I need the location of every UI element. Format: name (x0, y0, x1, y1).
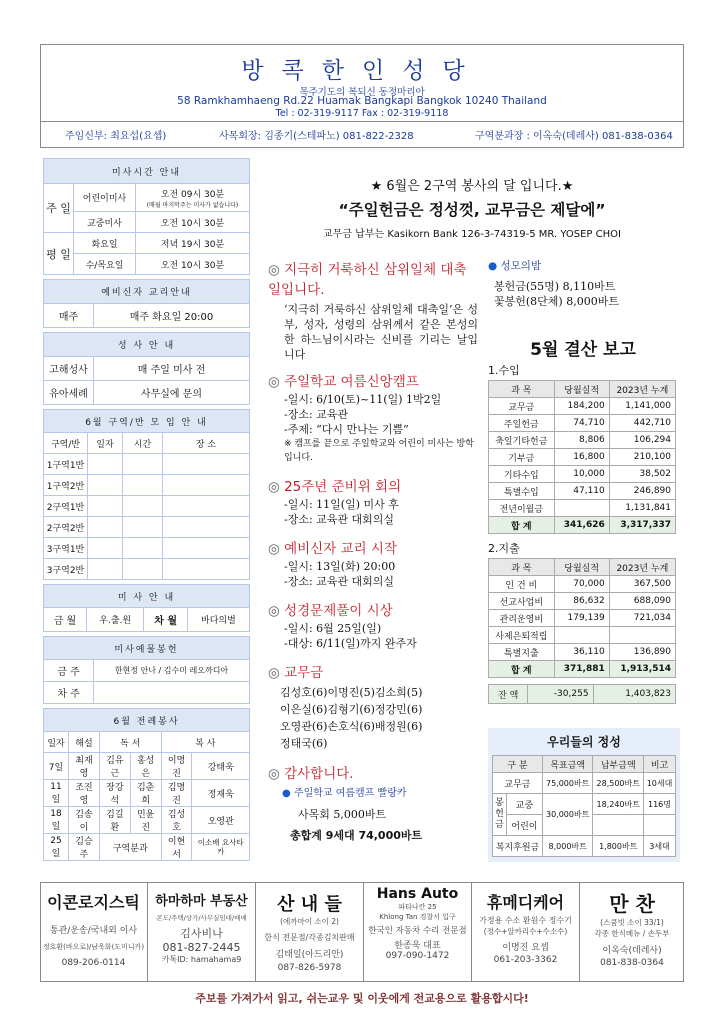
item-trinity: ◎ 지극히 거룩하신 삼위일체 대축일입니다. ‘지극히 거룩하신 삼위일체 대축일’은 성부, 성자, 성령의 삼위께서 같은 본성의 한 하느님이시라는 신비를 기리는 날입니다 (268, 262, 478, 361)
ad-hansauto: Hans Auto 파타나칸 25 Khlong Tan 경찰서 입구 한국인 자동차 수리 전문점 한종욱 대표 097-090-1472 (364, 882, 472, 982)
sincerity-table: 구 분 목표금액 납부금액 비고 교무금 75,000바트 28,500바트 10세대 봉헌금 교중 30,000바트 18,240바트 116명 어린이 복지후원금 8,000바트 1,800바트 3세대 (492, 755, 676, 857)
report-row: 선교사업비 86,632 688,090 (489, 593, 676, 610)
ad-manchan: 만 찬 (스쿰빗 소이 33/1) 각종 한식메뉴 / 손두부 이옥숙(데레사) 081-838-0364 (594, 892, 670, 968)
item-bible-quiz: ◎ 성경문제풀이 시상 -일시: 6월 25일(일) -대상: 6/11(일)까지 완주자 (268, 603, 417, 650)
staff-bar (40, 122, 684, 148)
report-row: 인 건 비 70,000 367,500 (489, 576, 676, 593)
report-title: 5월 결산 보고 (530, 340, 636, 360)
sacrament-table: 성 사 안 내 고해성사 매 주일 미사 전 유아세례 사무실에 문의 (43, 332, 250, 405)
report-row: 사제은퇴적립 (489, 627, 676, 644)
item-camp: ◎ 주일학교 여름신앙캠프 -일시: 6/10(토)~11(일) 1박2일 -장소: 교육관 -주제: “다시 만나는 기쁨” ※ 캠프를 끝으로 주일학교와 어린이 미사는 방학입니다. (268, 374, 474, 463)
report-row: 기타수입 10,000 38,502 (489, 466, 676, 483)
church-address: 58 Ramkhamhaeng Rd.22 Huamak Bangkapi Bangkok 10240 Thailand (177, 95, 547, 107)
report-row: 교무금 184,200 1,141,000 (489, 398, 676, 415)
mass-info-table: 미 사 안 내 금 월 우.출.원 차 월 바다의별 (43, 584, 250, 632)
donation-title: 성모의밤 (500, 260, 542, 272)
pastor: 주임신부: 최요섭(요셉) (65, 131, 167, 142)
ad-iconlogistic: 이콘로지스틱 통관/운송/국내외 이사 정호환(바오로)/남욱화(도미니카) 089-206-0114 (40, 882, 148, 982)
liturgy-table: 6월 전례봉사 일자 해설 독 서 복 사 7일 최재영 김유근 홍성은 이명진 강태욱 11일 조진영 장강석 김춘희 김명진 정재욱 18일 김송이 김길환 민윤진 김성호 오영관 25일 김승주 구역분과 이현서 이소배 요사타카 (43, 708, 250, 861)
left-column (43, 158, 250, 861)
report-row: 합 계 371,881 1,913,514 (489, 661, 676, 678)
item-catechumen: ◎ 예비신자 교리 시작 -일시: 13일(화) 20:00 -장소: 교육관 대회의실 (268, 541, 397, 588)
report-row: 특별수입 47,110 246,890 (489, 483, 676, 500)
report-row: 합 계 341,626 3,317,337 (489, 517, 676, 534)
church-motto: 목주기도의 복되신 동정마리아 (299, 87, 425, 98)
report-row: 기부금 16,800 210,100 (489, 449, 676, 466)
notice-headline: ★ 6월은 2구역 봉사의 달 입니다.★ (370, 179, 574, 194)
item-dues: ◎ 교무금 김성호(6)이명진(5)김소희(5) 이은실(6)김형기(6)정강민(6) 오영관(6)손호식(6)배정원(6) 정태국(6) (268, 665, 423, 750)
report-row: 특별지출 36,110 136,890 (489, 644, 676, 661)
council-president: 사목회장: 김종기(스테파노) 081-822-2328 (219, 131, 414, 142)
report-row: 전년이월금 1,131,841 (489, 500, 676, 517)
right-column: ● 성모의밤 봉헌금(55명) 8,110바트 꽃봉헌(8단체) 8,000바트 5월 결산 보고 1.수입 과 목 당월실적 2023년 누계 교무금 184,200 1,141,000 주일헌금 74,710 442,710 축일기타헌금 8,806 106,294 기부금 16,800 210,100 기타수입 10,000 38,502 특별수입 47,110 246,890 전년이월금 1,131,841 합 계 341,626 3,317,337 2.지출 과 목 당월실적 2023년 누계 인 건 비 70,000 367,500 선교사업비 86,632 688,090 관리운영비 179,139 721,034 사제은퇴적립 특별지출 36,110 136,890 합 계 371,881 1,913,514 잔 액 -30,255 1,403,823 (488, 258, 678, 704)
item-thanks: ◎ 감사합니다. ● 주일학교 여름캠프 빨랑카 사목회 5,000바트 총합계 9세대 74,000바트 (268, 766, 423, 842)
report-row: 주일헌금 74,710 442,710 (489, 415, 676, 432)
mass-times-table: 미사시간 안내 주 일 어린이미사 오전 09시 30분 (매월 마지막주는 미사가 없습니다) 교중미사 오전 10시 30분 평 일 화요일 저녁 19시 30분 수/목요일 오전 10시 30분 (43, 158, 250, 275)
ad-hamahama: 하마하마 부동산 콘도/주택/상가/사무실임대/매매 김사비나 081-827-2445 카톡ID: hamahama9 (148, 882, 256, 982)
notice-bank: 교무금 납부는 Kasikorn Bank 126-3-74319-5 MR. YOSEP CHOI (323, 229, 621, 240)
report-row: 관리운영비 179,139 721,034 (489, 610, 676, 627)
sincerity-box: 우리들의 정성 구 분 목표금액 납부금액 비고 교무금 75,000바트 28,500바트 10세대 봉헌금 교중 30,000바트 18,240바트 116명 어린이 복지후원금 8,000바트 1,800바트 3세대 (488, 728, 680, 862)
expense-table: 과 목 당월실적 2023년 누계 인 건 비 70,000 367,500 선교사업비 86,632 688,090 관리운영비 179,139 721,034 사제은퇴적립 특별지출 36,110 136,890 합 계 371,881 1,913,514 (488, 558, 676, 678)
district-meeting-table: 6월 구역/반 모 임 안 내 구역/반 일자 시간 장 소 1구역1반 1구역2반 2구역1반 2구역2반 3구역1반 3구역2반 (43, 409, 250, 580)
ad-sannaedeul: 산 내 들 (에까마이 소이 2) 한식 전문점/각종김치판매 김태일(아드리안) 087-826-5978 (256, 882, 364, 982)
ad-humedicare: 휴메디케어 가정용 수소 환원수 정수기 (정수+알카리수+수소수) 이명진 요셉 061-203-3362 (472, 882, 580, 982)
income-table: 과 목 당월실적 2023년 누계 교무금 184,200 1,141,000 주일헌금 74,710 442,710 축일기타헌금 8,806 106,294 기부금 16,800 210,100 기타수입 10,000 38,502 특별수입 47,110 246,890 전년이월금 1,131,841 합 계 341,626 3,317,337 (488, 380, 676, 534)
notice-block (262, 175, 682, 240)
offering-table: 미사예물봉헌 금 주 한현정 안나 / 김수미 레오까디아 차 주 (43, 636, 250, 704)
footer-message: 주보를 가져가서 읽고, 쉬는교우 및 이웃에게 전교용으로 활용합시다! (195, 992, 529, 1005)
item-25th: ◎ 25주년 준비위 회의 -일시: 11일(일) 미사 후 -장소: 교육관 대회의실 (268, 479, 402, 526)
report-row: 축일기타헌금 8,806 106,294 (489, 432, 676, 449)
balance-table: 잔 액 -30,255 1,403,823 (488, 684, 676, 704)
catechumen-table: 예비신자 교리안내 매주 매주 화요일 20:00 (43, 279, 250, 328)
notice-items (268, 258, 478, 843)
church-name: 방콕한인성당 (241, 58, 483, 84)
district-head: 구역분과장 : 이옥숙(데레사) 081-838-0364 (475, 131, 673, 142)
church-tel: Tel : 02-319-9117 Fax : 02-319-9118 (275, 108, 449, 119)
mass-times-title: 미사시간 안내 (44, 159, 250, 184)
notice-slogan: “주일헌금은 정성껏, 교무금은 제달에” (338, 201, 606, 219)
